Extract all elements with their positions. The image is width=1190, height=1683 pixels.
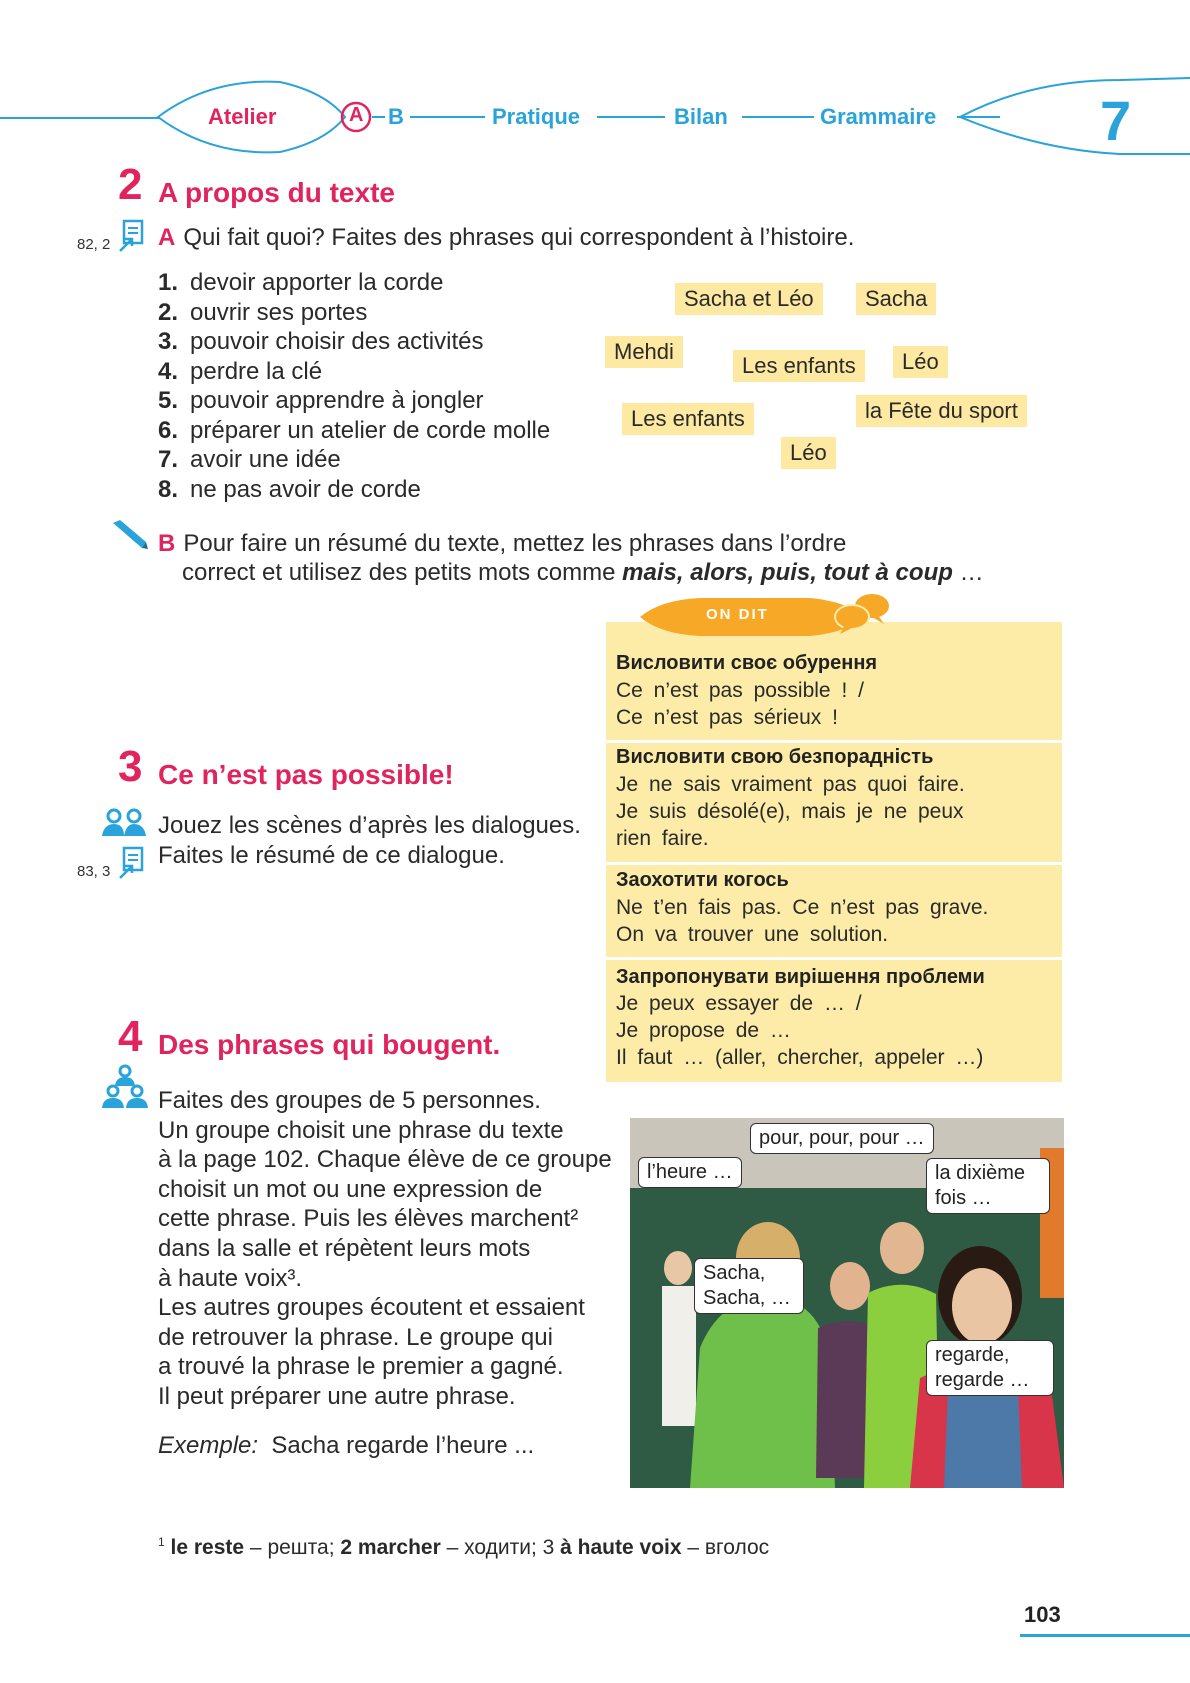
phrase-list [158,268,550,504]
on-dit-label: ON DIT [706,606,769,623]
section-4-title: Des phrases qui bougent. [158,1029,501,1060]
on-dit-separator [606,862,1062,865]
name-tag: Sacha [856,283,936,315]
on-dit-block-title: Заохотити когось [616,869,789,891]
nav-shapes [0,70,1190,160]
page-number: 103 [1024,1602,1061,1627]
list-item: 3. pouvoir choisir des activités [158,328,484,355]
speech-bubble: Sacha, Sacha, … [694,1258,804,1314]
name-tag: Mehdi [605,336,683,368]
on-dit-line: Ce n’est pas possible ! / [616,679,864,702]
on-dit-line: Je ne sais vraiment pas quoi faire. [616,773,965,796]
example-text: Sacha regarde l’heure ... [271,1432,535,1459]
name-tag: Léo [893,346,948,378]
on-dit-separator [606,740,1062,743]
section-2-part-b-line1: B Pour faire un résumé du texte, mettez les phrases dans l’ordre [158,530,847,557]
pair-work-icon [100,808,150,838]
list-item: 6. préparer un atelier de corde molle [158,416,551,444]
section-3-line1: Jouez les scènes d’après les dialogues. [158,812,581,839]
speech-bubble: la dixième fois … [926,1158,1050,1214]
on-dit-line: Il faut … (aller, chercher, appeler …) [616,1046,984,1069]
classroom-photo [630,1118,1064,1488]
nav-b[interactable]: B [388,104,404,129]
on-dit-line: Je propose de … [616,1019,791,1042]
nav-bilan[interactable]: Bilan [674,104,728,129]
example-label: Exemple: [158,1432,259,1459]
workbook-icon [118,845,148,881]
workbook-ref-3: 83, 3 [77,863,111,880]
connector-words: mais, alors, puis, tout à coup [622,559,953,586]
section-3-title: Ce n’est pas possible! [158,759,454,790]
nav-atelier[interactable]: Atelier [208,104,277,129]
workbook-icon [118,218,148,254]
list-item: 8. ne pas avoir de corde [158,475,421,503]
on-dit-line: Ce n’est pas sérieux ! [616,706,838,729]
list-item: 5. pouvoir apprendre à jongler [158,387,484,414]
footnote: $^1$ le reste – решта; 2 marcher – ходити; 3 à haute voix – вголос [158,1535,770,1559]
section-2-part-b-line2: correct et utilisez des petits mots comme mais, alors, puis, tout à coup … [182,559,984,586]
nav-grammaire[interactable]: Grammaire [820,104,937,129]
on-dit-line: On va trouver une solution. [616,923,889,946]
page-number-underline [1020,1634,1190,1637]
nav-pratique[interactable]: Pratique [492,104,581,129]
list-item: 2. ouvrir ses portes [158,298,368,326]
chapter-number: 7 [1100,89,1132,152]
speech-bubbles-icon [832,590,896,634]
section-2-title: A propos du texte [158,177,395,208]
section-4-instructions: Faites des groupes de 5 personnes. Un groupe choisit une phrase du texte à la page 102. Chaque élève de ce groupe choisit un mot ou une expression de cette phrase. Puis les élèves marchent² dans la salle et répètent leurs mots à haute voix³. Les autres groupes écoutent et essaient de retrouver la phrase. Le groupe qui a trouvé la phrase le premier a gagné. Il peut préparer une autre phrase. [158,1087,612,1410]
list-item: 7. avoir une idée [158,446,341,473]
example-line [158,1431,534,1461]
on-dit-separator [606,957,1062,960]
speech-bubble: regarde, regarde … [926,1340,1054,1396]
on-dit-block-title: Висловити своє обурення [616,652,878,674]
on-dit-line: rien faire. [616,827,709,850]
name-tag: Sacha et Léo [675,283,823,315]
section-2-number: 2 [118,160,143,209]
name-tag: Les enfants [622,403,754,435]
section-2-part-a [158,223,854,253]
on-dit-line: Je suis désolé(e), mais je ne peux [616,800,964,823]
group-work-icon [100,1064,150,1112]
on-dit-block-title: Висловити свою безпорадність [616,746,934,768]
speech-bubble: pour, pour, pour … [750,1123,934,1154]
name-tag: Les enfants [733,350,865,382]
section-3-number: 3 [118,742,143,791]
name-tag: la Fête du sport [856,395,1027,427]
name-tag: Léo [781,437,836,469]
on-dit-block-title: Запропонувати вирішення проблеми [616,966,985,988]
part-a-letter: A [158,224,176,251]
list-item: 4. perdre la clé [158,357,323,385]
part-a-instruction: Qui fait quoi? Faites des phrases qui correspondent à l’histoire. [183,224,855,251]
on-dit-line: Je peux essayer de … / [616,992,862,1015]
speech-bubble: l’heure … [638,1157,742,1188]
nav-a[interactable]: A [349,104,364,126]
section-3-line2: Faites le résumé de ce dialogue. [158,842,505,869]
pencil-icon [110,518,150,550]
list-item: 1. devoir apporter la corde [158,269,444,296]
part-b-letter: B [158,530,176,557]
workbook-ref-2: 82, 2 [77,236,111,253]
on-dit-line: Ne t’en fais pas. Ce n’est pas grave. [616,896,989,919]
section-4-number: 4 [118,1012,143,1061]
